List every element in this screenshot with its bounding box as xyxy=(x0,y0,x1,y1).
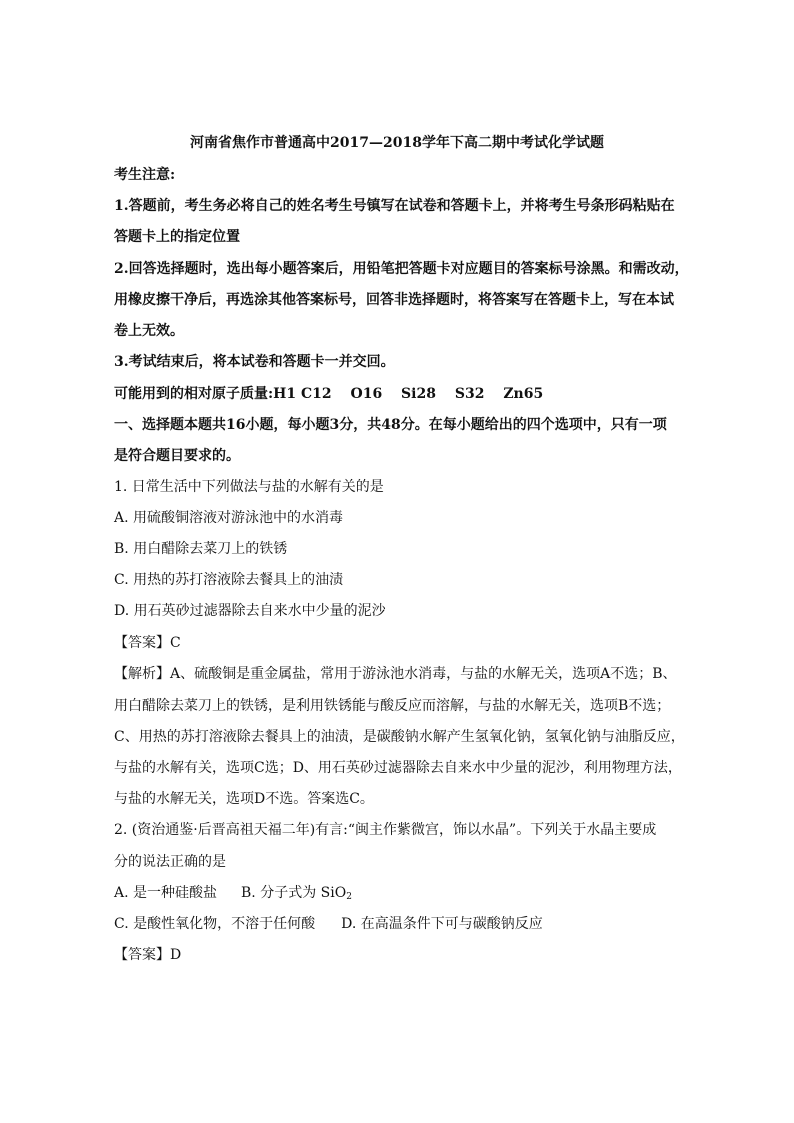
q2-option-c: C. 是酸性氧化物，不溶于任何酸 xyxy=(114,916,316,932)
q2-stem-line-1: 2. (资治通鉴·后晋高祖天福二年)有言:“闽主作紫微宫，饰以水晶”。下列关于水晶主要成 xyxy=(114,822,657,838)
q1-option-a: A. 用硫酸铜溶液对游泳池中的水消毒 xyxy=(114,510,344,526)
q1-option-c: C. 用热的苏打溶液除去餐具上的油渍 xyxy=(114,572,344,588)
q1-analysis-line-1: 【解析】A、硫酸铜是重金属盐，常用于游泳池水消毒，与盐的水解无关，选项A不选；B、 xyxy=(114,666,677,682)
atomic-mass-line: 可能用到的相对原子质量:H1 C12 O16 Si28 S32 Zn65 xyxy=(114,386,544,402)
notice-item-1-line-1: 1.答题前，考生务必将自己的姓名考生号镇写在试卷和答题卡上，并将考生号条形码粘贴在 xyxy=(114,198,675,214)
q2-option-a: A. 是一种硅酸盐 xyxy=(114,885,218,901)
q2-option-b xyxy=(241,883,352,907)
notice-item-3: 3.考试结束后，将本试卷和答题卡一并交回。 xyxy=(114,354,395,370)
q2-answer: 【答案】D xyxy=(114,947,182,963)
q1-stem: 1. 日常生活中下列做法与盐的水解有关的是 xyxy=(114,479,384,495)
notice-item-2-line-2: 用橡皮擦干净后，再选涂其他答案标号，回答非选择题时，将答案写在答题卡上，写在本试 xyxy=(114,292,674,308)
section-1-line-2: 是符合题目要求的。 xyxy=(114,448,240,464)
notice-item-2-line-3: 卷上无效。 xyxy=(114,323,184,339)
page-title: 河南省焦作市普通高中2017—2018学年下高二期中考试化学试题 xyxy=(190,135,604,151)
q1-analysis-line-3: C、用热的苏打溶液除去餐具上的油渍，是碳酸钠水解产生氢氧化钠，氢氧化钠与油脂反应， xyxy=(114,729,685,745)
notice-item-1-line-2: 答题卡上的指定位置 xyxy=(114,229,240,245)
q2-options-row-2 xyxy=(114,914,543,934)
q2-stem-line-2: 分的说法正确的是 xyxy=(114,854,226,870)
q2-option-b-subscript: 2 xyxy=(346,892,352,902)
q2-option-d: D. 在高温条件下可与碳酸钠反应 xyxy=(341,916,543,932)
notice-heading: 考生注意: xyxy=(114,167,176,183)
q1-option-d: D. 用石英砂过滤器除去自来水中少量的泥沙 xyxy=(114,603,386,619)
q1-analysis-line-2: 用白醋除去菜刀上的铁锈，是利用铁锈能与酸反应而溶解，与盐的水解无关，选项B不选； xyxy=(114,698,671,714)
notice-item-2-line-1: 2.回答选择题时，选出每小题答案后，用铅笔把答题卡对应题目的答案标号涂黑。和需改动， xyxy=(114,261,689,277)
q1-analysis-line-4: 与盐的水解有关，选项C选；D、用石英砂过滤器除去自来水中少量的泥沙，利用物理方法， xyxy=(114,760,682,776)
q2-option-b-text: B. 分子式为 SiO xyxy=(241,885,347,901)
q1-analysis-line-5: 与盐的水解无关，选项D不选。答案选C。 xyxy=(114,791,374,807)
q1-answer: 【答案】C xyxy=(114,635,181,651)
q2-options-row-1 xyxy=(114,883,352,907)
q1-option-b: B. 用白醋除去菜刀上的铁锈 xyxy=(114,541,288,557)
section-1-line-1: 一、选择题本题共16小题，每小题3分，共48分。在每小题给出的四个选项中，只有一项 xyxy=(114,417,667,433)
